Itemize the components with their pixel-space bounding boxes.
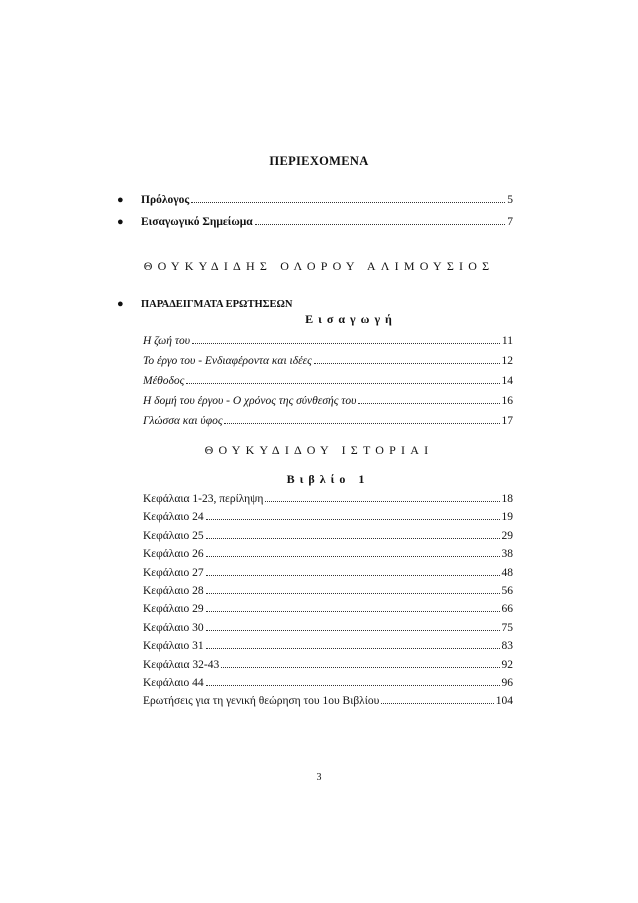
toc-label: Μέθοδος (143, 375, 185, 387)
toc-label: Γλώσσα και ύφος (143, 415, 223, 427)
toc-label: Κεφάλαια 1-23, περίληψη (143, 493, 264, 505)
toc-label: Η δομή του έργου - Ο χρόνος της σύνθεσής του (143, 395, 357, 407)
leader-dots (206, 648, 500, 649)
toc-label: Ερωτήσεις για τη γενική θεώρηση του 1ου Βιβλίου (143, 695, 380, 708)
toc-page: 5 (507, 194, 513, 206)
toc-entry-prologue[interactable] (117, 190, 513, 206)
toc-label: Κεφάλαιο 44 (143, 676, 204, 689)
toc-entry[interactable] (143, 507, 513, 523)
toc-page: 18 (501, 493, 513, 505)
examples-heading: ΠΑΡΑΔΕΙΓΜΑΤΑ ΕΡΩΤΗΣΕΩΝ (141, 299, 293, 310)
toc-entry[interactable] (143, 391, 513, 407)
toc-label: Κεφάλαια 32-43 (143, 658, 220, 671)
book-heading: Βιβλίο 1 (286, 472, 370, 486)
toc-entry[interactable] (143, 489, 513, 505)
toc-entry[interactable] (143, 371, 513, 387)
toc-label: Κεφάλαιο 30 (143, 621, 204, 634)
toc-label: Κεφάλαιο 24 (143, 511, 204, 524)
leader-dots (186, 383, 499, 384)
toc-page: 38 (501, 548, 513, 561)
page-number: 3 (316, 772, 322, 783)
toc-page: 29 (501, 529, 513, 542)
toc-entry[interactable] (143, 331, 513, 347)
leader-dots (206, 575, 500, 576)
toc-entry[interactable] (143, 544, 513, 560)
toc-label: Κεφάλαιο 28 (143, 584, 204, 597)
toc-entry[interactable] (143, 636, 513, 652)
toc-page: 66 (501, 603, 513, 616)
leader-dots (358, 403, 499, 404)
toc-entry[interactable] (143, 411, 513, 427)
leader-dots (314, 363, 500, 364)
toc-label: Το έργο του - Ενδιαφέροντα και ιδέες (143, 355, 312, 367)
histories-heading: ΘΟΥΚΥΔΙΔΟΥ ΙΣΤΟΡΙΑΙ (204, 443, 434, 457)
toc-entry[interactable] (143, 599, 513, 615)
toc-page: 83 (501, 640, 513, 653)
toc-label: Εισαγωγικό Σημείωμα (141, 216, 253, 228)
intro-heading-wrap (0, 310, 638, 328)
leader-dots (224, 423, 499, 424)
author-heading: ΘΟΥΚΥΔΙΔΗΣ ΟΛΟΡΟΥ ΑΛΙΜΟΥΣΙΟΣ (143, 259, 495, 273)
leader-dots (206, 519, 500, 520)
toc-page: 104 (495, 695, 513, 708)
leader-dots (191, 202, 505, 203)
toc-label: Κεφάλαιο 31 (143, 640, 204, 653)
intro-heading: Εισαγωγή (305, 312, 397, 326)
toc-page: 17 (501, 415, 513, 427)
toc-entry[interactable] (143, 351, 513, 367)
toc-label: Κεφάλαιο 27 (143, 566, 204, 579)
book-heading-wrap (0, 470, 638, 488)
intro-list (143, 331, 513, 427)
leader-dots (221, 667, 499, 668)
book-list (143, 489, 513, 707)
toc-entry-intro-note[interactable] (117, 212, 513, 228)
leader-dots (255, 224, 506, 225)
page-title: ΠΕΡΙΕΧΟΜΕΝΑ (269, 154, 369, 168)
toc-entry[interactable] (143, 526, 513, 542)
leader-dots (192, 343, 500, 344)
bullet-icon: ● (117, 216, 124, 228)
toc-label: Κεφάλαιο 29 (143, 603, 204, 616)
toc-page: 56 (501, 584, 513, 597)
leader-dots (206, 611, 500, 612)
toc-page: 92 (501, 658, 513, 671)
toc-page: 11 (501, 335, 513, 347)
toc-page: 75 (501, 621, 513, 634)
bullet-icon: ● (117, 194, 124, 206)
toc-page: 7 (507, 216, 513, 228)
toc-entry[interactable] (143, 563, 513, 579)
toc-page: 96 (501, 676, 513, 689)
leader-dots (265, 501, 499, 502)
toc-page: 19 (501, 511, 513, 524)
toc-entry[interactable] (143, 655, 513, 671)
examples-heading-row (117, 294, 513, 310)
toc-label: Η ζωή του (143, 335, 191, 347)
toc-page: 12 (501, 355, 513, 367)
leader-dots (206, 593, 500, 594)
leader-dots (381, 703, 493, 704)
toc-label: Κεφάλαιο 25 (143, 529, 204, 542)
toc-label: Κεφάλαιο 26 (143, 548, 204, 561)
bullet-icon: ● (117, 298, 124, 310)
toc-entry[interactable] (143, 581, 513, 597)
leader-dots (206, 630, 500, 631)
toc-entry[interactable] (143, 673, 513, 689)
leader-dots (206, 538, 500, 539)
toc-page: 16 (501, 395, 513, 407)
leader-dots (206, 685, 500, 686)
leader-dots (206, 556, 500, 557)
toc-entry[interactable] (143, 618, 513, 634)
toc-page: 14 (501, 375, 513, 387)
toc-page: 48 (501, 566, 513, 579)
toc-label: Πρόλογος (141, 194, 190, 206)
toc-entry[interactable] (143, 691, 513, 707)
